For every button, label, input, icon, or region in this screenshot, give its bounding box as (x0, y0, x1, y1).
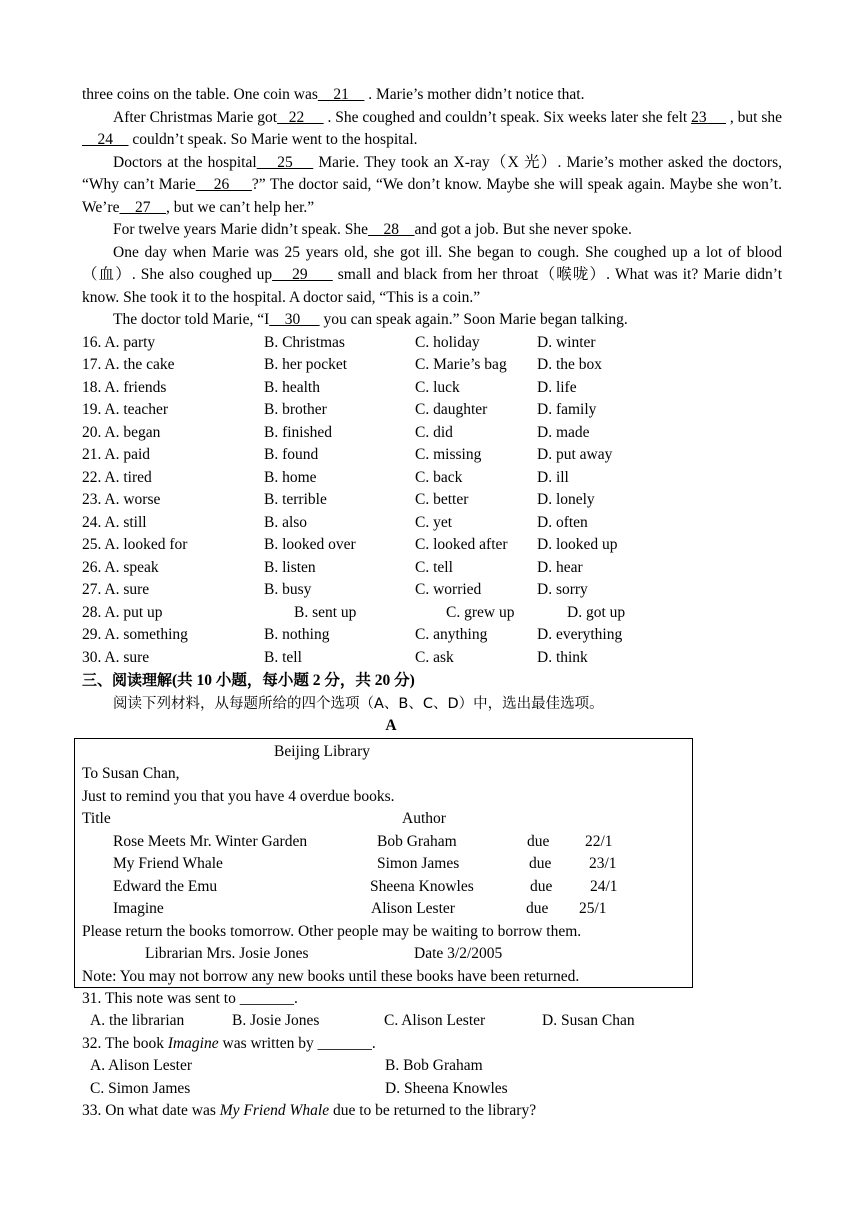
book-author: Bob Graham (377, 832, 457, 850)
option-c: C. Simon James (90, 1079, 191, 1097)
option-c: C. ask (415, 648, 454, 666)
text: For twelve years Marie didn’t speak. She (113, 221, 368, 238)
option-c: C. back (415, 468, 463, 486)
book-due: due (527, 832, 550, 850)
option-d: D. ill (537, 468, 569, 486)
option-c: C. daughter (415, 401, 488, 418)
option-d: D. looked up (537, 536, 618, 553)
book-title: My Friend Whale (113, 855, 223, 872)
option-c: C. tell (415, 558, 453, 576)
option-d: D. made (537, 423, 590, 441)
option-row-22 (82, 467, 782, 490)
book-author: Simon James (377, 855, 460, 872)
text: Marie. They took an X-ray（X 光）. Marie’s mother asked the doctors, “Why can’t Marie (82, 153, 783, 193)
option-d: D. got up (567, 603, 626, 621)
notice-signature-row (82, 943, 692, 966)
option-d: D. everything (537, 626, 623, 643)
option-row-29 (82, 624, 782, 647)
blank-25: 25 (256, 153, 314, 171)
option-c: C. anything (415, 626, 488, 643)
blank-22: 22 (277, 108, 324, 126)
story-paragraph-1 (82, 84, 782, 107)
book-title: Edward the Emu (113, 877, 218, 895)
question-32 (82, 1033, 782, 1056)
option-b: B. Christmas (264, 333, 345, 351)
option-a: 24. A. still (82, 513, 147, 531)
text: After Christmas Marie got (113, 108, 278, 126)
option-row-25 (82, 534, 782, 557)
question-33 (82, 1100, 782, 1123)
option-a: 30. A. sure (82, 648, 150, 666)
option-b: B. sent up (294, 603, 357, 621)
section-instruction: 阅读下列材料，从每题所给的四个选项（A、B、C、D）中，选出最佳选项。 (113, 695, 604, 712)
book-row (82, 853, 692, 876)
option-a: 18. A. friends (82, 378, 167, 396)
book-date: 22/1 (585, 832, 613, 850)
text: and got a job. But she never spoke. (414, 221, 632, 238)
option-b: B. also (264, 513, 308, 531)
blank-23: 23 (691, 108, 727, 126)
option-row-23 (82, 489, 782, 512)
option-d: D. put away (537, 446, 613, 463)
option-a: 20. A. began (82, 423, 161, 441)
option-a: 16. A. party (82, 333, 156, 351)
story-paragraph-2 (82, 107, 782, 152)
option-d: D. family (537, 401, 597, 418)
blank-24: 24 (82, 131, 129, 148)
blank-30: 30 (269, 311, 320, 328)
text: small and black from her throat（喉咙）. What was it? Marie didn’t know. She took it to the hospital. A doctor said, “This is a coin.” (82, 266, 782, 306)
option-b: B. looked over (264, 536, 356, 553)
text: . She coughed and couldn’t speak. Six weeks later she felt (323, 108, 692, 126)
option-c: C. grew up (446, 603, 515, 621)
notice-return: Please return the books tomorrow. Other people may be waiting to borrow them. (82, 922, 582, 940)
text: Doctors at the hospital (113, 153, 257, 171)
title-header: Title (82, 810, 111, 827)
option-c: C. yet (415, 513, 453, 531)
option-d: D. often (537, 513, 588, 531)
blank-28: 28 (367, 221, 415, 238)
book-date: 25/1 (579, 900, 607, 917)
option-c: C. holiday (415, 333, 480, 351)
option-d: D. hear (537, 558, 583, 576)
option-b: B. found (264, 446, 319, 463)
option-a: A. Alison Lester (90, 1057, 193, 1074)
book-row (82, 831, 692, 854)
book-title: Rose Meets Mr. Winter Garden (113, 832, 308, 850)
story-paragraph-5 (82, 242, 782, 310)
option-d: D. Susan Chan (542, 1012, 635, 1029)
option-row-19 (82, 399, 782, 422)
options-list (82, 332, 782, 670)
notice-header-row (82, 808, 692, 831)
option-d: D. sorry (537, 581, 588, 598)
book-author: Sheena Knowles (370, 877, 474, 895)
option-c: C. better (415, 491, 469, 508)
option-d: D. lonely (537, 491, 595, 508)
option-b: B. Bob Graham (385, 1057, 483, 1074)
option-row-27 (82, 579, 782, 602)
option-row-18 (82, 377, 782, 400)
option-c: C. missing (415, 446, 482, 463)
question-31: 31. This note was sent to _______. (82, 989, 298, 1007)
book-title-emphasis: Imagine (167, 1034, 219, 1052)
option-b: B. brother (264, 401, 327, 418)
book-row (82, 876, 692, 899)
story-paragraph-4 (82, 219, 782, 242)
question-31-options (82, 1010, 782, 1033)
book-row (82, 898, 692, 921)
option-a: 23. A. worse (82, 491, 161, 508)
option-row-17 (82, 354, 782, 377)
blank-29: 29 (272, 266, 333, 283)
book-title: Imagine (113, 900, 164, 917)
section-title-cn: 三、阅读理解 (82, 671, 173, 689)
option-row-26 (82, 557, 782, 580)
option-d: D. think (537, 648, 588, 666)
option-b: B. nothing (264, 626, 330, 643)
option-c: C. Alison Lester (384, 1012, 486, 1029)
exam-page (82, 84, 782, 1123)
book-due: due (529, 855, 552, 872)
question-32-options-row-2 (82, 1078, 782, 1101)
passage-label: A (385, 717, 397, 734)
option-c: C. did (415, 423, 453, 441)
author-header: Author (402, 810, 446, 827)
option-row-16 (82, 332, 782, 355)
option-row-21 (82, 444, 782, 467)
text: couldn’t speak. So Marie went to the hospital. (128, 131, 418, 148)
option-a: 17. A. the cake (82, 356, 175, 373)
option-d: D. life (537, 378, 577, 396)
notice-heading-row (82, 741, 692, 764)
text: 32. The book (82, 1034, 168, 1052)
text: One day when Marie was 25 years old, she got ill. She began to cough. She coughed up a lot of blood（血）. She also coughed up (82, 243, 782, 283)
text: 33. On what date was (82, 1102, 220, 1119)
library-notice (74, 738, 693, 988)
book-date: 23/1 (589, 855, 617, 872)
option-c: C. luck (415, 378, 460, 396)
story-paragraph-6 (82, 309, 782, 332)
text: three coins on the table. One coin was (82, 86, 318, 103)
option-a: 28. A. put up (82, 603, 163, 621)
text: , but we can’t help her.” (165, 198, 315, 216)
option-a: 29. A. something (82, 626, 188, 643)
option-d: D. winter (537, 333, 596, 351)
option-b: B. Josie Jones (232, 1012, 320, 1029)
option-a: 21. A. paid (82, 446, 151, 463)
option-b: B. her pocket (264, 356, 348, 373)
blank-26: 26 (195, 176, 252, 193)
section-title-rest: (共 10 小题，每小题 2 分，共 20 分) (172, 672, 415, 689)
option-c: C. worried (415, 581, 482, 598)
option-row-30 (82, 647, 782, 670)
option-a: 22. A. tired (82, 468, 152, 486)
notice-note: Note: You may not borrow any new books until these books have been returned. (82, 967, 580, 985)
notice-recipient: To Susan Chan, (82, 765, 180, 782)
text: was written by _______. (218, 1034, 376, 1052)
text: The doctor told Marie, “I (113, 311, 270, 328)
option-a: 26. A. speak (82, 558, 159, 576)
librarian-name: Librarian Mrs. Josie Jones (145, 945, 309, 962)
option-a: 25. A. looked for (82, 536, 188, 553)
story-paragraph-3 (82, 152, 782, 220)
section-title (82, 669, 782, 693)
option-c: C. Marie’s bag (415, 356, 507, 373)
option-a: 19. A. teacher (82, 401, 169, 418)
option-b: B. tell (264, 648, 302, 666)
question-32-options-row-1 (82, 1055, 782, 1078)
book-author: Alison Lester (371, 900, 455, 917)
option-b: B. health (264, 378, 320, 396)
option-row-28 (82, 602, 782, 625)
option-row-24 (82, 512, 782, 535)
notice-date: Date 3/2/2005 (414, 945, 503, 962)
text: , but she (726, 108, 783, 126)
option-d: D. Sheena Knowles (385, 1079, 508, 1097)
option-b: B. terrible (264, 491, 327, 508)
option-d: D. the box (537, 356, 603, 373)
blank-21: 21 (317, 86, 365, 103)
option-b: B. home (264, 468, 317, 486)
notice-remind: Just to remind you that you have 4 overdue books. (82, 787, 395, 805)
option-c: C. looked after (415, 536, 508, 553)
option-row-20 (82, 422, 782, 445)
option-a: A. the librarian (90, 1012, 185, 1029)
text: ?” The doctor said, “We don’t know. Maybe she will speak again. Maybe she won’t. We’re (82, 176, 782, 216)
text: you can speak again.” Soon Marie began talking. (319, 311, 628, 328)
book-due: due (526, 900, 549, 917)
book-date: 24/1 (590, 877, 618, 895)
blank-27: 27 (119, 198, 166, 216)
book-title-emphasis: My Friend Whale (219, 1102, 330, 1119)
book-due: due (530, 877, 553, 895)
option-b: B. finished (264, 423, 333, 441)
text: due to be returned to the library? (329, 1102, 537, 1119)
option-b: B. busy (264, 581, 312, 598)
option-b: B. listen (264, 558, 316, 576)
option-a: 27. A. sure (82, 581, 150, 598)
library-name: Beijing Library (274, 742, 370, 760)
text: . Marie’s mother didn’t notice that. (364, 86, 585, 103)
